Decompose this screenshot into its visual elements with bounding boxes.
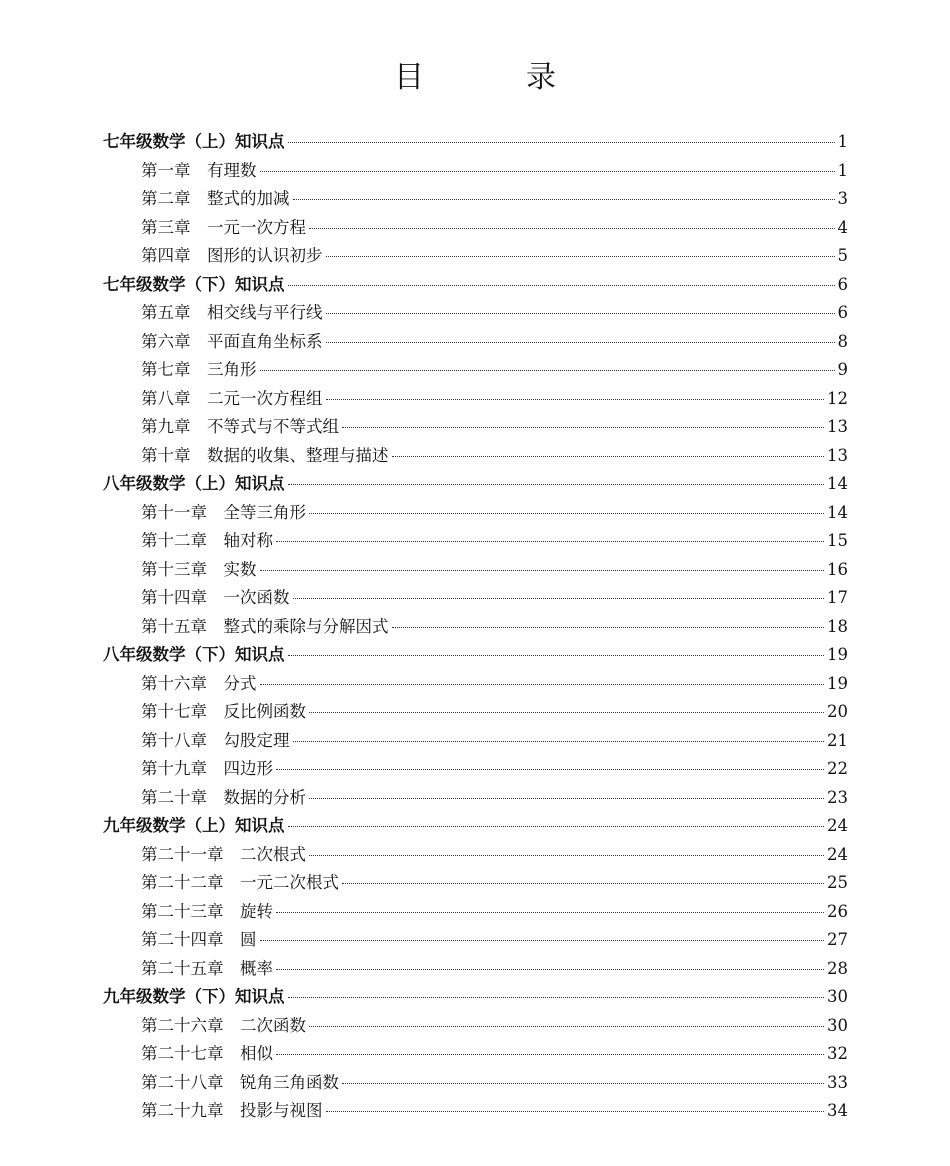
dot-leader (326, 342, 835, 343)
dot-leader (260, 940, 825, 941)
page-number: 30 (827, 987, 848, 1006)
page-title: 目 录 (394, 60, 592, 95)
toc-entry-label (141, 299, 323, 328)
toc-chapter-row[interactable] (103, 1069, 848, 1098)
toc-section-row[interactable] (103, 470, 848, 499)
label-gap (207, 674, 224, 693)
dot-leader (293, 199, 835, 200)
chapter-number: 第五章 (141, 303, 191, 322)
toc-entry-label (141, 157, 257, 186)
page-number: 13 (827, 445, 848, 465)
page-number: 22 (827, 759, 848, 778)
page-number: 3 (837, 189, 848, 208)
toc-chapter-row[interactable] (103, 527, 848, 556)
dot-leader (342, 883, 824, 884)
toc-chapter-row[interactable] (103, 698, 848, 727)
chapter-number: 第一章 (141, 160, 191, 180)
toc-entry-label (141, 556, 257, 585)
page-number: 19 (827, 645, 848, 664)
toc-section-row[interactable] (103, 983, 848, 1012)
toc-entry-label (103, 812, 285, 841)
toc-entry-label (141, 755, 273, 784)
chapter-title: 数据的收集、整理与描述 (207, 445, 389, 465)
dot-leader (288, 997, 825, 998)
toc-section-row[interactable] (103, 812, 848, 841)
toc-entry-label (141, 442, 389, 471)
toc-entry-label (141, 869, 339, 898)
chapter-number: 第十章 (141, 445, 191, 465)
page-number: 20 (827, 702, 848, 721)
toc-entry-label (141, 670, 257, 699)
chapter-title: 概率 (240, 958, 273, 978)
toc-entry-label (141, 385, 323, 414)
toc-entry-label (141, 955, 273, 984)
toc-chapter-row[interactable] (103, 157, 848, 186)
chapter-title: 数据的分析 (223, 787, 306, 807)
page-number: 6 (837, 303, 848, 322)
page-number: 25 (827, 873, 848, 892)
chapter-title: 实数 (223, 559, 257, 579)
label-gap (191, 417, 208, 436)
chapter-title: 二元一次方程组 (207, 388, 323, 408)
label-gap (191, 218, 208, 237)
toc-chapter-row[interactable] (103, 1097, 848, 1126)
dot-leader (309, 712, 824, 713)
toc-entry-label (141, 1040, 273, 1069)
label-gap (207, 560, 224, 579)
page-number: 24 (827, 816, 848, 835)
label-gap (224, 845, 241, 864)
chapter-number: 第二十三章 (141, 901, 224, 921)
label-gap (191, 246, 208, 265)
page-number: 21 (827, 730, 848, 750)
page-number: 6 (837, 274, 848, 294)
chapter-title: 图形的认识初步 (207, 246, 323, 265)
chapter-number: 第二十四章 (141, 930, 224, 949)
chapter-number: 第二十二章 (141, 873, 224, 892)
dot-leader (293, 598, 825, 599)
toc-chapter-row[interactable] (103, 499, 848, 528)
toc-entry-label (141, 727, 290, 756)
chapter-number: 第二十七章 (141, 1044, 224, 1063)
section-title: 八年级数学（上）知识点 (103, 474, 285, 493)
chapter-title: 不等式与不等式组 (207, 417, 339, 436)
chapter-title: 锐角三角函数 (240, 1072, 339, 1092)
label-gap (224, 1016, 241, 1035)
toc-entry-label (141, 185, 290, 214)
toc-chapter-row[interactable] (103, 613, 848, 642)
toc-chapter-row[interactable] (103, 356, 848, 385)
toc-chapter-row[interactable] (103, 955, 848, 984)
chapter-number: 第二十章 (141, 787, 207, 807)
section-title: 七年级数学（上）知识点 (103, 132, 285, 151)
section-title: 九年级数学（上）知识点 (103, 816, 285, 835)
dot-leader (309, 228, 835, 229)
toc-chapter-row[interactable] (103, 784, 848, 813)
dot-leader (260, 570, 825, 571)
section-title: 八年级数学（下）知识点 (103, 645, 285, 664)
dot-leader (276, 969, 824, 970)
page-number: 8 (837, 331, 848, 351)
dot-leader (276, 912, 824, 913)
dot-leader (309, 513, 824, 514)
section-title: 七年级数学（下）知识点 (103, 274, 285, 294)
dot-leader (288, 826, 825, 827)
toc-entry-label (141, 926, 257, 955)
table-of-contents (103, 128, 848, 1126)
toc-entry-label (141, 242, 323, 271)
toc-entry-label (141, 214, 306, 243)
dot-leader (392, 627, 825, 628)
chapter-number: 第二十八章 (141, 1072, 224, 1092)
dot-leader (342, 1083, 824, 1084)
dot-leader (342, 427, 824, 428)
dot-leader (309, 798, 824, 799)
toc-entry-label (103, 271, 285, 300)
toc-entry-label (103, 470, 285, 499)
toc-entry-label (141, 784, 306, 813)
dot-leader (309, 855, 824, 856)
chapter-title: 全等三角形 (223, 502, 306, 522)
chapter-title: 分式 (223, 673, 257, 693)
toc-chapter-row[interactable] (103, 385, 848, 414)
page-number: 5 (837, 246, 848, 265)
dot-leader (260, 684, 825, 685)
toc-entry-label (141, 613, 389, 642)
chapter-number: 第十三章 (141, 559, 207, 579)
chapter-number: 第二章 (141, 189, 191, 208)
page-number: 16 (827, 559, 848, 579)
chapter-title: 四边形 (223, 759, 273, 778)
label-gap (207, 788, 224, 807)
dot-leader (288, 655, 825, 656)
page-number: 32 (827, 1044, 848, 1063)
toc-entry-label (141, 1097, 323, 1126)
dot-leader (309, 1026, 824, 1027)
page-number: 1 (837, 132, 848, 151)
toc-entry-label (141, 356, 257, 385)
toc-chapter-row[interactable] (103, 841, 848, 870)
dot-leader (288, 285, 835, 286)
label-gap (224, 1101, 241, 1120)
toc-chapter-row[interactable] (103, 670, 848, 699)
chapter-number: 第十四章 (141, 588, 207, 607)
chapter-number: 第九章 (141, 417, 191, 436)
dot-leader (276, 1054, 824, 1055)
chapter-title: 相似 (240, 1044, 273, 1063)
label-gap (224, 873, 241, 892)
toc-chapter-row[interactable] (103, 413, 848, 442)
dot-leader (293, 741, 825, 742)
toc-chapter-row[interactable] (103, 328, 848, 357)
label-gap (207, 702, 224, 721)
page-number: 30 (827, 1015, 848, 1035)
toc-entry-label (141, 1069, 339, 1098)
page-number: 34 (827, 1101, 848, 1120)
chapter-title: 反比例函数 (223, 702, 306, 721)
label-gap (224, 1044, 241, 1063)
chapter-number: 第三章 (141, 217, 191, 237)
label-gap (191, 189, 208, 208)
chapter-number: 第十七章 (141, 702, 207, 721)
dot-leader (392, 456, 825, 457)
toc-chapter-row[interactable] (103, 926, 848, 955)
page-number: 4 (837, 217, 848, 237)
toc-chapter-row[interactable] (103, 755, 848, 784)
toc-section-row[interactable] (103, 641, 848, 670)
chapter-title: 旋转 (240, 901, 273, 921)
dot-leader (288, 142, 835, 143)
page-number: 24 (827, 844, 848, 864)
page-number: 33 (827, 1072, 848, 1092)
dot-leader (276, 541, 824, 542)
page-number: 9 (837, 360, 848, 379)
toc-entry-label (103, 128, 285, 157)
label-gap (191, 303, 208, 322)
chapter-number: 第二十五章 (141, 958, 224, 978)
label-gap (191, 332, 208, 351)
toc-entry-label (141, 328, 323, 357)
chapter-title: 一次函数 (223, 588, 290, 607)
toc-entry-label (141, 584, 290, 613)
dot-leader (260, 370, 835, 371)
page-number: 18 (827, 616, 848, 636)
label-gap (224, 902, 241, 921)
chapter-title: 勾股定理 (223, 730, 290, 750)
section-title: 九年级数学（下）知识点 (103, 987, 285, 1006)
toc-entry-label (141, 841, 306, 870)
toc-section-row[interactable] (103, 271, 848, 300)
toc-entry-label (141, 413, 339, 442)
toc-chapter-row[interactable] (103, 442, 848, 471)
label-gap (207, 503, 224, 522)
label-gap (191, 446, 208, 465)
chapter-number: 第二十九章 (141, 1101, 224, 1120)
chapter-title: 整式的加减 (207, 189, 290, 208)
page-number: 13 (827, 417, 848, 436)
page-number: 26 (827, 901, 848, 921)
toc-entry-label (103, 641, 285, 670)
toc-entry-label (103, 983, 285, 1012)
page-number: 28 (827, 958, 848, 978)
dot-leader (326, 256, 835, 257)
chapter-title: 二次根式 (240, 844, 306, 864)
dot-leader (326, 313, 835, 314)
toc-chapter-row[interactable] (103, 556, 848, 585)
label-gap (224, 959, 241, 978)
chapter-title: 轴对称 (223, 531, 273, 550)
toc-section-row[interactable] (103, 128, 848, 157)
label-gap (224, 1073, 241, 1092)
chapter-title: 投影与视图 (240, 1101, 323, 1120)
toc-entry-label (141, 527, 273, 556)
toc-chapter-row[interactable] (103, 1012, 848, 1041)
label-gap (207, 731, 224, 750)
dot-leader (260, 171, 835, 172)
page-number: 12 (827, 388, 848, 408)
label-gap (207, 531, 224, 550)
toc-entry-label (141, 1012, 306, 1041)
dot-leader (288, 484, 825, 485)
page-number: 14 (827, 502, 848, 522)
dot-leader (276, 769, 824, 770)
label-gap (224, 930, 241, 949)
chapter-title: 圆 (240, 930, 257, 949)
chapter-number: 第二十一章 (141, 844, 224, 864)
chapter-title: 平面直角坐标系 (207, 331, 323, 351)
chapter-title: 整式的乘除与分解因式 (223, 616, 389, 636)
toc-entry-label (141, 898, 273, 927)
toc-chapter-row[interactable] (103, 727, 848, 756)
page-number: 1 (837, 160, 848, 180)
chapter-title: 相交线与平行线 (207, 303, 323, 322)
toc-chapter-row[interactable] (103, 1040, 848, 1069)
label-gap (207, 588, 224, 607)
chapter-number: 第十五章 (141, 616, 207, 636)
dot-leader (326, 399, 825, 400)
page-number: 15 (827, 531, 848, 550)
label-gap (191, 360, 208, 379)
toc-chapter-row[interactable] (103, 185, 848, 214)
chapter-title: 有理数 (207, 160, 257, 180)
toc-chapter-row[interactable] (103, 584, 848, 613)
chapter-number: 第六章 (141, 331, 191, 351)
chapter-number: 第八章 (141, 388, 191, 408)
chapter-number: 第十九章 (141, 759, 207, 778)
toc-chapter-row[interactable] (103, 898, 848, 927)
label-gap (191, 389, 208, 408)
toc-chapter-row[interactable] (103, 214, 848, 243)
page-number: 23 (827, 787, 848, 807)
page-number: 14 (827, 474, 848, 493)
toc-chapter-row[interactable] (103, 242, 848, 271)
chapter-title: 三角形 (207, 360, 257, 379)
chapter-title: 一元一次方程 (207, 217, 306, 237)
chapter-title: 二次函数 (240, 1015, 306, 1035)
chapter-title: 一元二次根式 (240, 873, 339, 892)
toc-entry-label (141, 698, 306, 727)
toc-entry-label (141, 499, 306, 528)
chapter-number: 第四章 (141, 246, 191, 265)
label-gap (207, 759, 224, 778)
page-number: 27 (827, 930, 848, 949)
label-gap (191, 161, 208, 180)
chapter-number: 第七章 (141, 360, 191, 379)
label-gap (207, 617, 224, 636)
chapter-number: 第二十六章 (141, 1015, 224, 1035)
page-number: 19 (827, 673, 848, 693)
toc-chapter-row[interactable] (103, 869, 848, 898)
page-number: 17 (827, 588, 848, 607)
chapter-number: 第十八章 (141, 730, 207, 750)
chapter-number: 第十二章 (141, 531, 207, 550)
chapter-number: 第十一章 (141, 502, 207, 522)
dot-leader (326, 1111, 825, 1112)
toc-chapter-row[interactable] (103, 299, 848, 328)
chapter-number: 第十六章 (141, 673, 207, 693)
